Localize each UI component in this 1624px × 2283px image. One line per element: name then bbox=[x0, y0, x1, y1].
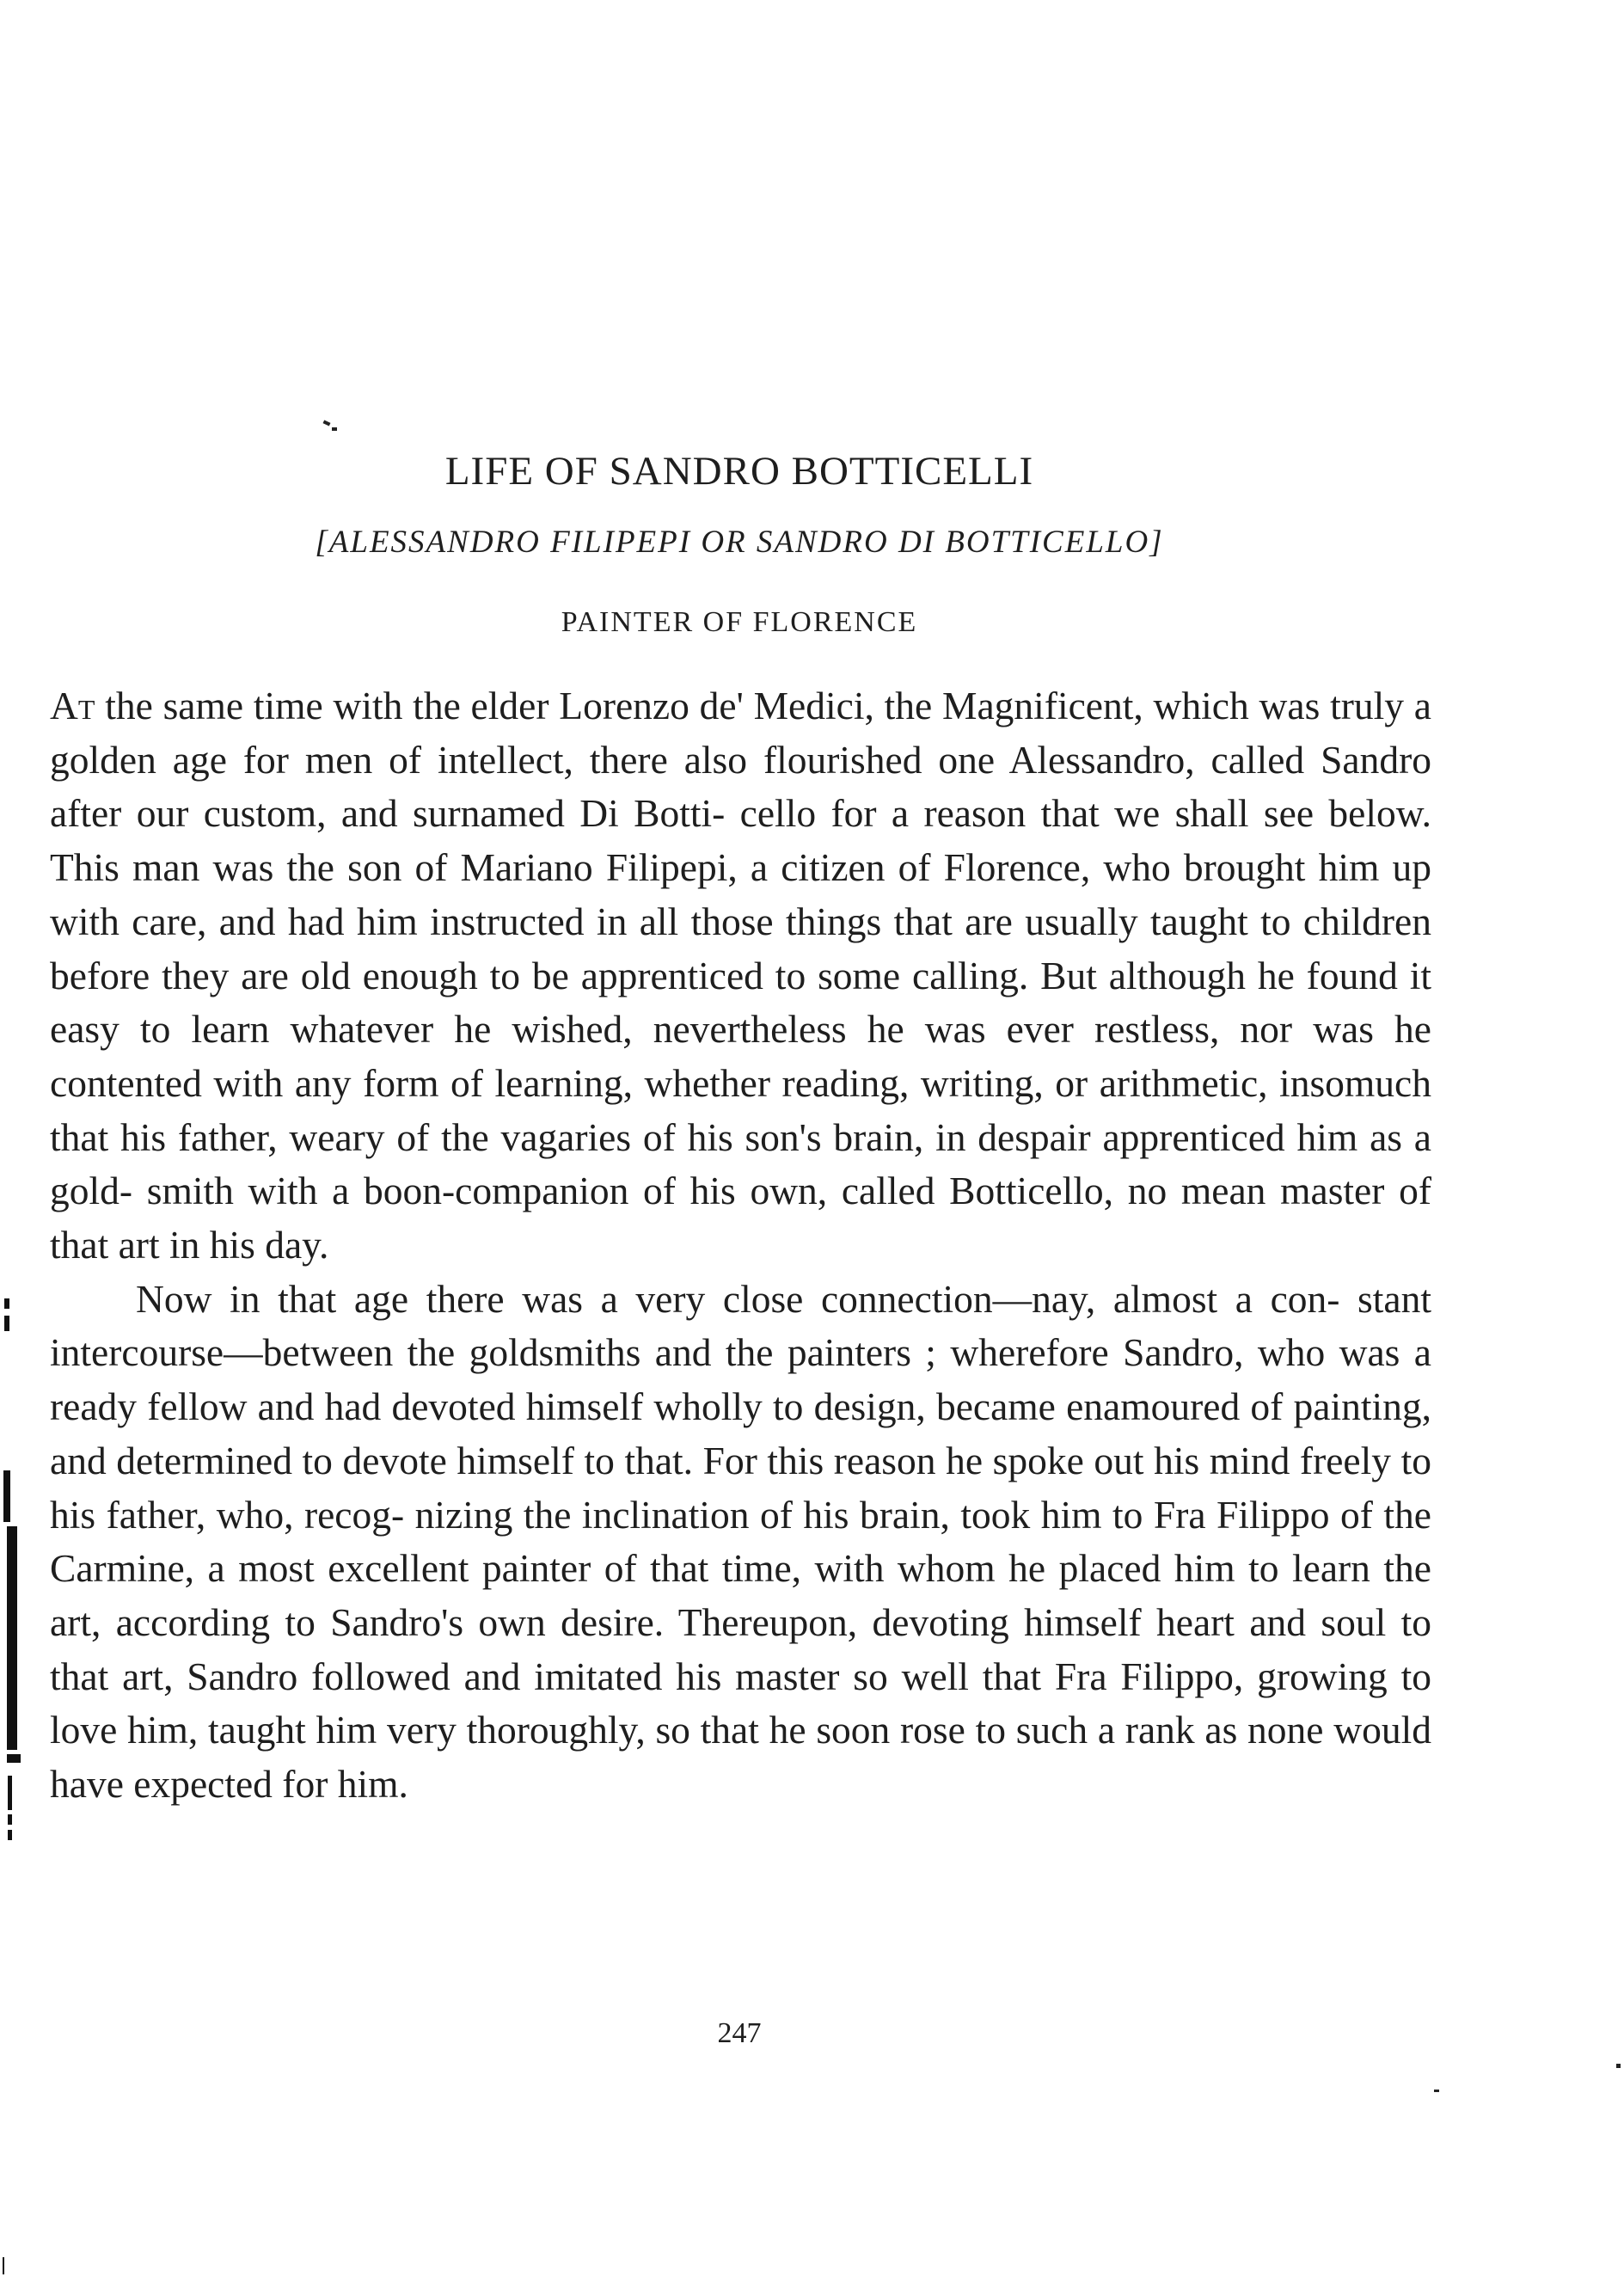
chapter-title: LIFE OF SANDRO BOTTICELLI bbox=[444, 449, 1034, 494]
scan-edge-mark bbox=[4, 1298, 9, 1309]
scan-edge-mark bbox=[8, 1776, 12, 1810]
paragraph-2: Now in that age there was a very close connection—nay, almost a con- stant intercourse—between the goldsmiths and the painters ; wherefore Sandro, who was a ready fellow and had devoted himself wholly to design, became enamoured of painting, and determined to devote himself to that. For this reason he spoke out his mind freely to his father, who, recog- nizing the inclination of his brain, took him to Fra Filippo of the Carmine, a most excellent painter of that time, with whom he placed him to learn the art, according to Sandro's own desire. Thereupon, devoting himself heart and soul to that art, Sandro followed and imitated his master so well that Fra Filippo, growing to love him, taught him very thoroughly, so that he soon rose to such a rank as none would have expected for him. bbox=[50, 1276, 1431, 1807]
ink-speck bbox=[1616, 2064, 1621, 2068]
chapter-subtitle: [ALESSANDRO FILIPEPI OR SANDRO DI BOTTICELLO] bbox=[315, 525, 1164, 560]
scan-edge-mark bbox=[4, 1316, 9, 1331]
ink-speck bbox=[1434, 2090, 1439, 2092]
scan-edge-mark bbox=[7, 1526, 17, 1750]
paragraph-1-dropcap: At bbox=[50, 684, 95, 727]
scan-edge-mark bbox=[8, 1814, 12, 1825]
scan-edge-mark bbox=[8, 1830, 12, 1840]
scan-edge-mark bbox=[3, 1470, 10, 1522]
scan-edge-mark bbox=[7, 1754, 21, 1763]
ink-speck bbox=[323, 420, 331, 426]
body-text bbox=[50, 679, 1431, 1812]
page-number: 247 bbox=[717, 2017, 762, 2049]
ink-speck bbox=[332, 427, 337, 431]
paragraph-1 bbox=[50, 679, 1431, 1273]
scan-edge-mark bbox=[3, 2257, 4, 2274]
paragraph-1-text: the same time with the elder Lorenzo de' Medici, the Magnificent, which was truly a golden age for men of intellect, there also flourished one Alessandro, called Sandro after our custom, and surnamed Di Botti- cello for a reason that we shall see below. This man was the son of Mariano Filipepi, a citizen of Florence, who brought him up with care, and had him instructed in all those things that are usually taught to children before they are old enough to be apprenticed to some calling. But although he found it easy to learn whatever he wished, nevertheless he was ever restless, nor was he contented with any form of learning, whether reading, writing, or arithmetic, insomuch that his father, weary of the vagaries of his son's brain, in despair apprenticed him as a gold- smith with a boon-companion of his own, called Botticello, no mean master of that art in his day. bbox=[50, 684, 1431, 1267]
chapter-byline: PAINTER OF FLORENCE bbox=[561, 606, 918, 638]
